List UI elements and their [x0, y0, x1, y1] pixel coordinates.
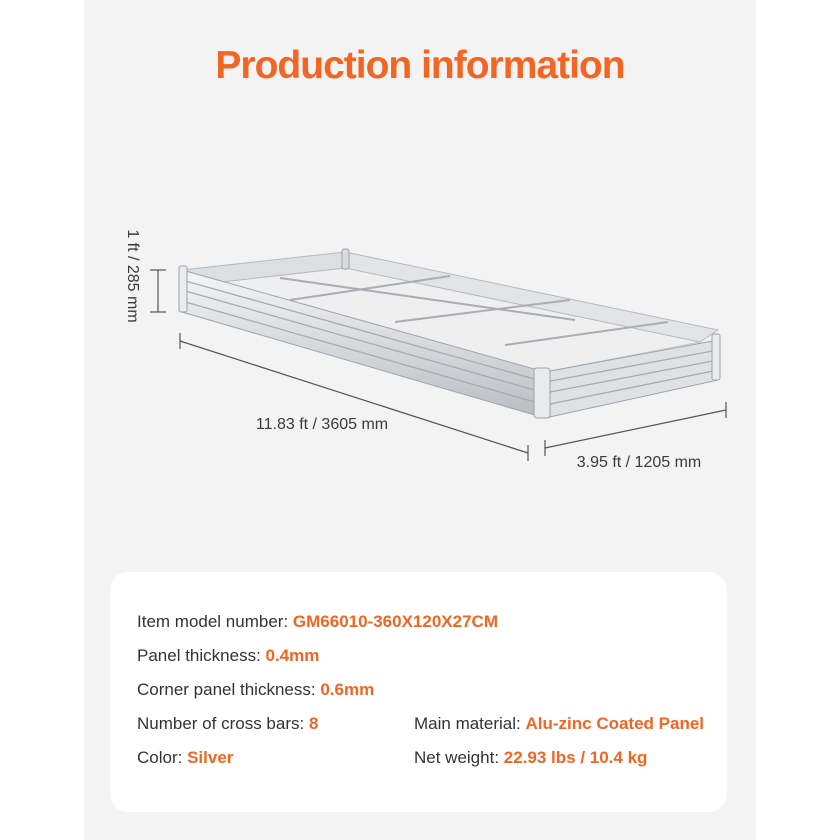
spec-label: Net weight:: [414, 748, 504, 767]
spec-main-material: [414, 714, 704, 734]
spec-label: Item model number:: [137, 612, 293, 631]
height-dimension-line: [150, 270, 166, 312]
spec-label: Number of cross bars:: [137, 714, 309, 733]
spec-value: GM66010-360X120X27CM: [292, 612, 498, 631]
page-title: Production information: [215, 44, 625, 87]
spec-panel-thickness: [137, 646, 319, 666]
length-dimension-label: 11.83 ft / 3605 mm: [255, 416, 389, 433]
height-dimension-label: 1 ft / 285 mm: [124, 229, 141, 323]
spec-label: Main material:: [414, 714, 526, 733]
spec-label: Color:: [137, 748, 188, 767]
spec-label: Corner panel thickness:: [137, 680, 321, 699]
spec-cross-bars: [137, 714, 318, 734]
spec-value: 0.6mm: [320, 680, 375, 699]
spec-label: Panel thickness:: [137, 646, 266, 665]
spec-color: [137, 748, 233, 768]
spec-model-number: [137, 612, 498, 632]
width-dimension-label: 3.95 ft / 1205 mm: [576, 454, 702, 471]
spec-net-weight: [414, 748, 647, 768]
spec-value: Alu-zinc Coated Panel: [525, 714, 705, 733]
spec-value: 22.93 lbs / 10.4 kg: [503, 748, 648, 767]
spec-value: Silver: [187, 748, 234, 767]
raised-garden-bed: [179, 249, 720, 418]
spec-value: 0.4mm: [265, 646, 320, 665]
spec-value: 8: [308, 714, 319, 733]
spec-corner-panel-thickness: [137, 680, 374, 700]
